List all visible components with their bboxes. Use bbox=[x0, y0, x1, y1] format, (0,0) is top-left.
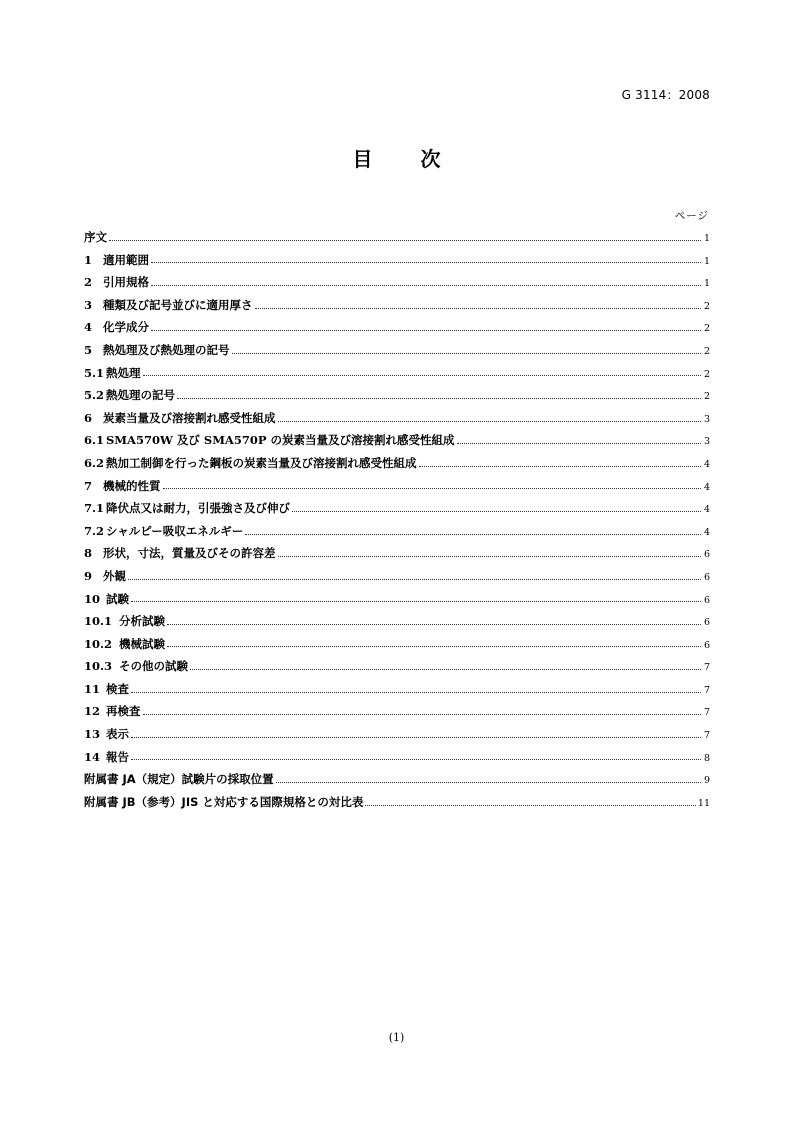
toc-entry-title: 熱処理 bbox=[106, 365, 141, 380]
toc-entry-title: 附属書 JA（規定）試験片の採取位置 bbox=[84, 772, 274, 787]
page-number: (1) bbox=[388, 1031, 405, 1044]
toc-entry-number: 10.2 bbox=[84, 636, 113, 651]
toc-leader bbox=[278, 421, 702, 422]
toc-leader bbox=[167, 646, 701, 647]
toc-entry-page: 2 bbox=[703, 323, 710, 335]
toc-entry-number: 6.1 bbox=[84, 433, 105, 448]
toc-entry-page: 3 bbox=[703, 436, 710, 448]
toc-entry-title: 報告 bbox=[106, 749, 129, 764]
toc-entry-number: 10.1 bbox=[84, 614, 113, 629]
toc-entry-number: 13 bbox=[84, 727, 101, 742]
toc-entry-number: 3 bbox=[84, 297, 93, 312]
toc-entry[interactable] bbox=[84, 452, 710, 475]
toc-entry-page: 6 bbox=[703, 571, 710, 583]
toc-entry-title: 外観 bbox=[103, 568, 126, 583]
toc-entry-number: 2 bbox=[84, 275, 93, 290]
toc-entry-title: 引用規格 bbox=[103, 275, 149, 290]
toc-entry-number: 14 bbox=[84, 749, 101, 764]
toc-entry-title: その他の試験 bbox=[119, 659, 188, 674]
toc-entry-title: 機械試験 bbox=[119, 636, 165, 651]
page-title: 目 次 bbox=[352, 147, 455, 171]
page-column-label: ページ bbox=[674, 210, 709, 222]
toc-entry-page: 7 bbox=[703, 707, 710, 719]
toc-entry-title: 熱加工制御を行った鋼板の炭素当量及び溶接割れ感受性組成 bbox=[106, 455, 417, 470]
toc-entry-page: 4 bbox=[703, 481, 710, 493]
toc-entry-title: 検査 bbox=[106, 681, 129, 696]
toc-entry[interactable] bbox=[84, 791, 710, 814]
toc-entry-page: 2 bbox=[703, 368, 710, 380]
toc-entry-number: 5.1 bbox=[84, 365, 105, 380]
toc-leader bbox=[255, 308, 702, 309]
toc-entry-title: 序文 bbox=[84, 230, 107, 244]
table-of-contents bbox=[84, 226, 710, 813]
toc-entry[interactable] bbox=[84, 588, 710, 611]
toc-entry[interactable] bbox=[84, 633, 710, 656]
toc-entry[interactable] bbox=[84, 655, 710, 678]
toc-leader bbox=[177, 398, 701, 399]
toc-entry-number: 6 bbox=[84, 410, 93, 425]
toc-leader bbox=[232, 353, 702, 354]
toc-entry-page: 7 bbox=[703, 730, 710, 742]
toc-entry[interactable] bbox=[84, 678, 710, 701]
toc-entry-title: 化学成分 bbox=[103, 320, 149, 335]
toc-entry[interactable] bbox=[84, 475, 710, 498]
toc-entry-number: 9 bbox=[84, 568, 93, 583]
toc-entry[interactable] bbox=[84, 429, 710, 452]
toc-entry-page: 8 bbox=[703, 752, 710, 764]
toc-entry-page: 2 bbox=[703, 391, 710, 403]
toc-entry-page: 6 bbox=[703, 549, 710, 561]
toc-entry[interactable] bbox=[84, 249, 710, 272]
toc-entry-number: 5 bbox=[84, 342, 93, 357]
toc-entry-title: 種類及び記号並びに適用厚さ bbox=[103, 297, 253, 312]
toc-leader bbox=[190, 669, 701, 670]
toc-leader bbox=[143, 375, 702, 376]
toc-leader bbox=[163, 488, 702, 489]
toc-leader bbox=[131, 737, 701, 738]
toc-entry-title: 再検査 bbox=[106, 704, 141, 719]
toc-entry[interactable] bbox=[84, 723, 710, 746]
toc-leader bbox=[151, 262, 701, 263]
toc-leader bbox=[131, 692, 701, 693]
toc-entry[interactable] bbox=[84, 384, 710, 407]
toc-entry[interactable] bbox=[84, 610, 710, 633]
toc-entry-number: 7.2 bbox=[84, 523, 105, 538]
toc-entry-title: 試験 bbox=[106, 591, 129, 606]
toc-leader bbox=[143, 714, 702, 715]
toc-entry-title: 機械的性質 bbox=[103, 478, 161, 493]
toc-entry-title: 炭素当量及び溶接割れ感受性組成 bbox=[103, 410, 276, 425]
toc-entry-title: 熱処理の記号 bbox=[106, 388, 175, 403]
toc-entry-page: 6 bbox=[703, 617, 710, 629]
toc-entry-title: 適用範囲 bbox=[103, 252, 149, 267]
toc-entry-title: 熱処理及び熱処理の記号 bbox=[103, 342, 230, 357]
toc-leader bbox=[365, 805, 696, 806]
toc-entry-page: 6 bbox=[703, 594, 710, 606]
toc-leader bbox=[151, 285, 701, 286]
toc-entry[interactable] bbox=[84, 565, 710, 588]
toc-entry-page: 7 bbox=[703, 662, 710, 674]
toc-leader bbox=[245, 534, 701, 535]
toc-entry-title: 表示 bbox=[106, 727, 129, 742]
toc-entry-number: 7 bbox=[84, 478, 93, 493]
toc-leader bbox=[109, 240, 701, 241]
toc-leader bbox=[167, 624, 701, 625]
toc-leader bbox=[131, 601, 701, 602]
standard-code: G 3114：2008 bbox=[621, 88, 710, 102]
toc-leader bbox=[276, 782, 701, 783]
toc-entry[interactable] bbox=[84, 768, 710, 791]
toc-entry[interactable] bbox=[84, 542, 710, 565]
toc-entry[interactable] bbox=[84, 226, 710, 249]
toc-entry-page: 2 bbox=[703, 300, 710, 312]
toc-entry-page: 2 bbox=[703, 345, 710, 357]
toc-entry[interactable] bbox=[84, 497, 710, 520]
toc-entry-number: 4 bbox=[84, 320, 93, 335]
toc-entry[interactable] bbox=[84, 520, 710, 543]
toc-entry-number: 7.1 bbox=[84, 501, 105, 516]
toc-entry-number: 5.2 bbox=[84, 388, 105, 403]
toc-entry-number: 1 bbox=[84, 252, 93, 267]
toc-entry-number: 6.2 bbox=[84, 455, 105, 470]
toc-entry-page: 4 bbox=[703, 504, 710, 516]
toc-entry-page: 1 bbox=[703, 278, 710, 290]
toc-entry[interactable] bbox=[84, 407, 710, 430]
toc-entry-page: 7 bbox=[703, 684, 710, 696]
toc-entry-page: 1 bbox=[703, 233, 710, 244]
toc-entry[interactable] bbox=[84, 271, 710, 294]
toc-leader bbox=[419, 466, 702, 467]
toc-entry-page: 3 bbox=[703, 413, 710, 425]
toc-entry-page: 4 bbox=[703, 526, 710, 538]
toc-entry[interactable] bbox=[84, 339, 710, 362]
toc-entry-title: SMA570W 及び SMA570P の炭素当量及び溶接割れ感受性組成 bbox=[106, 433, 455, 448]
toc-entry[interactable] bbox=[84, 362, 710, 385]
toc-leader bbox=[278, 556, 702, 557]
toc-entry-title: 附属書 JB（参考）JIS と対応する国際規格との対比表 bbox=[84, 794, 364, 809]
toc-leader bbox=[457, 443, 702, 444]
toc-entry-number: 10 bbox=[84, 591, 101, 606]
toc-entry[interactable] bbox=[84, 294, 710, 317]
toc-leader bbox=[292, 511, 701, 512]
toc-entry-title: 形状，寸法，質量及びその許容差 bbox=[103, 546, 276, 561]
toc-entry-number: 8 bbox=[84, 546, 93, 561]
toc-entry-number: 10.3 bbox=[84, 659, 113, 674]
toc-entry[interactable] bbox=[84, 746, 710, 769]
toc-entry-title: シャルピー吸収エネルギー bbox=[106, 523, 244, 538]
toc-entry-number: 12 bbox=[84, 704, 101, 719]
toc-entry-number: 11 bbox=[84, 681, 101, 696]
toc-entry[interactable] bbox=[84, 316, 710, 339]
toc-leader bbox=[128, 579, 701, 580]
toc-entry-page: 4 bbox=[703, 458, 710, 470]
toc-leader bbox=[131, 759, 701, 760]
toc-entry-page: 9 bbox=[703, 775, 710, 787]
toc-entry-page: 11 bbox=[697, 797, 710, 809]
toc-entry-page: 1 bbox=[703, 255, 710, 267]
toc-leader bbox=[151, 330, 701, 331]
toc-entry-title: 分析試験 bbox=[119, 614, 165, 629]
toc-entry-title: 降伏点又は耐力，引張強さ及び伸び bbox=[106, 501, 290, 516]
toc-entry[interactable] bbox=[84, 700, 710, 723]
toc-entry-page: 6 bbox=[703, 639, 710, 651]
